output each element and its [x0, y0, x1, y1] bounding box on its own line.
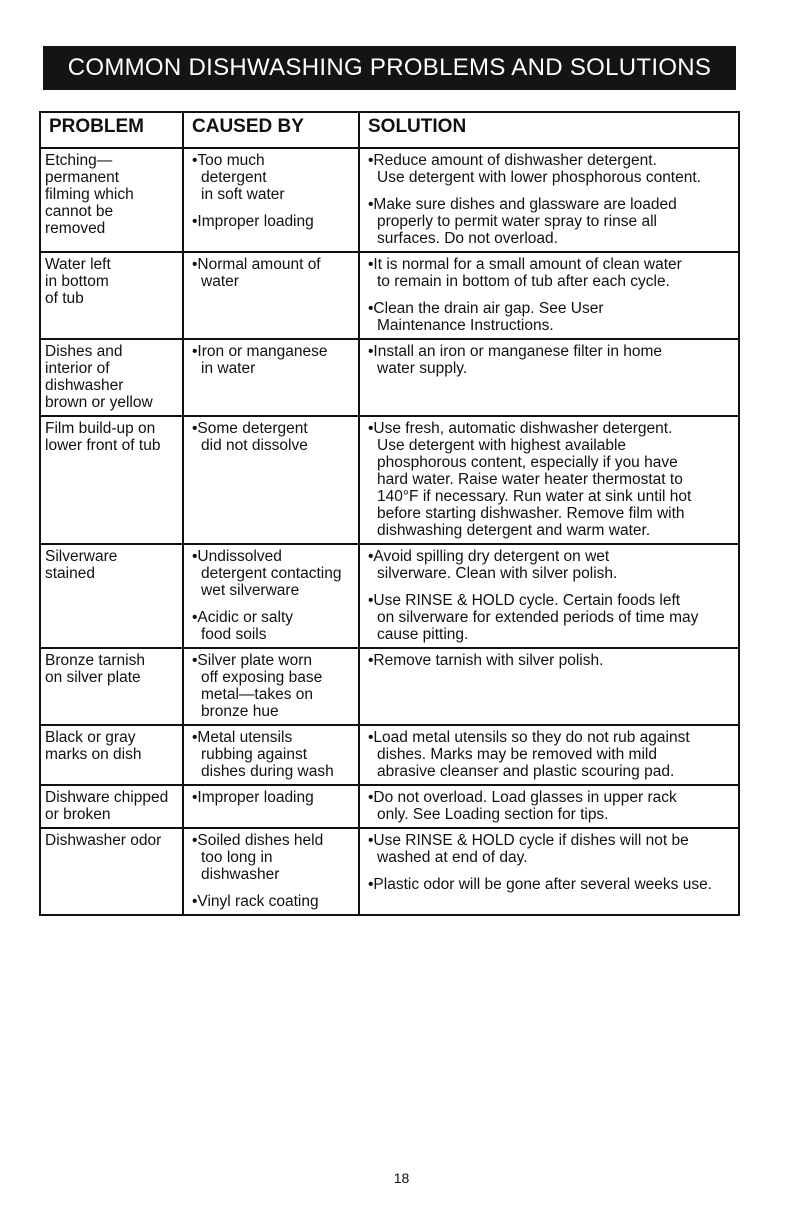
- solution-cell: [359, 416, 739, 544]
- table-row: [40, 416, 739, 544]
- problem-cell: Etching— permanent filming which cannot be removed: [40, 148, 183, 252]
- cause-item: •Improper loading: [192, 789, 314, 806]
- problem-cell: Dishwasher odor: [40, 828, 183, 915]
- solution-cell: [359, 339, 739, 416]
- cause-item: •Improper loading: [192, 213, 314, 230]
- cause-item: •Normal amount of water: [192, 256, 321, 290]
- solution-item: •Load metal utensils so they do not rub against dishes. Marks may be removed with mild abrasive cleanser and plastic scouring pad.: [368, 729, 690, 780]
- table-row: [40, 252, 739, 339]
- header-solution: SOLUTION: [359, 112, 739, 148]
- cause-item: •Iron or manganese in water: [192, 343, 328, 377]
- solution-item: •Make sure dishes and glassware are loaded properly to permit water spray to rinse all surfaces. Do not overload.: [368, 196, 677, 247]
- cause-item: •Some detergent did not dissolve: [192, 420, 308, 454]
- problems-table: [39, 111, 740, 916]
- problem-cell: Water left in bottom of tub: [40, 252, 183, 339]
- cause-item: •Too much detergent in soft water: [192, 152, 285, 203]
- cause-item: •Vinyl rack coating: [192, 893, 319, 910]
- solution-cell: [359, 725, 739, 785]
- cause-cell: [183, 148, 359, 252]
- problem-cell: Black or gray marks on dish: [40, 725, 183, 785]
- cause-item: •Undissolved detergent contacting wet silverware: [192, 548, 342, 599]
- solution-item: •Avoid spilling dry detergent on wet silverware. Clean with silver polish.: [368, 548, 618, 582]
- problem-cell: Silverware stained: [40, 544, 183, 648]
- solution-item: •Install an iron or manganese filter in home water supply.: [368, 343, 663, 377]
- cause-item: •Soiled dishes held too long in dishwasher: [192, 832, 324, 883]
- table-row: [40, 648, 739, 725]
- solution-item: •Remove tarnish with silver polish.: [368, 652, 604, 669]
- cause-item: •Silver plate worn off exposing base metal—takes on bronze hue: [192, 652, 323, 720]
- page-title: COMMON DISHWASHING PROBLEMS AND SOLUTIONS: [43, 46, 736, 90]
- solution-item: •Do not overload. Load glasses in upper rack only. See Loading section for tips.: [368, 789, 677, 823]
- table-row: [40, 544, 739, 648]
- header-caused-by: CAUSED BY: [183, 112, 359, 148]
- solution-item: •Use fresh, automatic dishwasher detergent. Use detergent with highest available phosphorous content, especially if you have hard water. Raise water heater thermostat to 140°F if necessary. Run water at sink until hot before starting dishwasher. Remove film with dishwashing detergent and warm water.: [368, 420, 692, 539]
- table-row: [40, 148, 739, 252]
- table-body: [40, 148, 739, 915]
- cause-cell: [183, 725, 359, 785]
- table-row: [40, 725, 739, 785]
- solution-item: •It is normal for a small amount of clean water to remain in bottom of tub after each cycle.: [368, 256, 682, 290]
- problem-cell: Dishes and interior of dishwasher brown or yellow: [40, 339, 183, 416]
- cause-item: •Metal utensils rubbing against dishes during wash: [192, 729, 334, 780]
- solution-cell: [359, 148, 739, 252]
- cause-cell: [183, 785, 359, 828]
- cause-cell: [183, 252, 359, 339]
- cause-cell: [183, 544, 359, 648]
- solution-item: •Plastic odor will be gone after several weeks use.: [368, 876, 713, 893]
- page-number: 18: [393, 1170, 410, 1186]
- cause-cell: [183, 648, 359, 725]
- solution-cell: [359, 828, 739, 915]
- solution-item: •Use RINSE & HOLD cycle if dishes will not be washed at end of day.: [368, 832, 689, 866]
- cause-cell: [183, 416, 359, 544]
- table-header-row: [40, 112, 739, 148]
- problem-cell: Bronze tarnish on silver plate: [40, 648, 183, 725]
- solution-item: •Use RINSE & HOLD cycle. Certain foods left on silverware for extended periods of time may cause pitting.: [368, 592, 699, 643]
- solution-cell: [359, 785, 739, 828]
- table-row: [40, 828, 739, 915]
- table-row: [40, 785, 739, 828]
- solution-item: •Reduce amount of dishwasher detergent. Use detergent with lower phosphorous content.: [368, 152, 701, 186]
- cause-item: •Acidic or salty food soils: [192, 609, 294, 643]
- table-row: [40, 339, 739, 416]
- header-problem: PROBLEM: [40, 112, 183, 148]
- cause-cell: [183, 828, 359, 915]
- solution-cell: [359, 648, 739, 725]
- problem-cell: Dishware chipped or broken: [40, 785, 183, 828]
- problem-cell: Film build-up on lower front of tub: [40, 416, 183, 544]
- cause-cell: [183, 339, 359, 416]
- solution-cell: [359, 252, 739, 339]
- solution-cell: [359, 544, 739, 648]
- solution-item: •Clean the drain air gap. See User Maintenance Instructions.: [368, 300, 604, 334]
